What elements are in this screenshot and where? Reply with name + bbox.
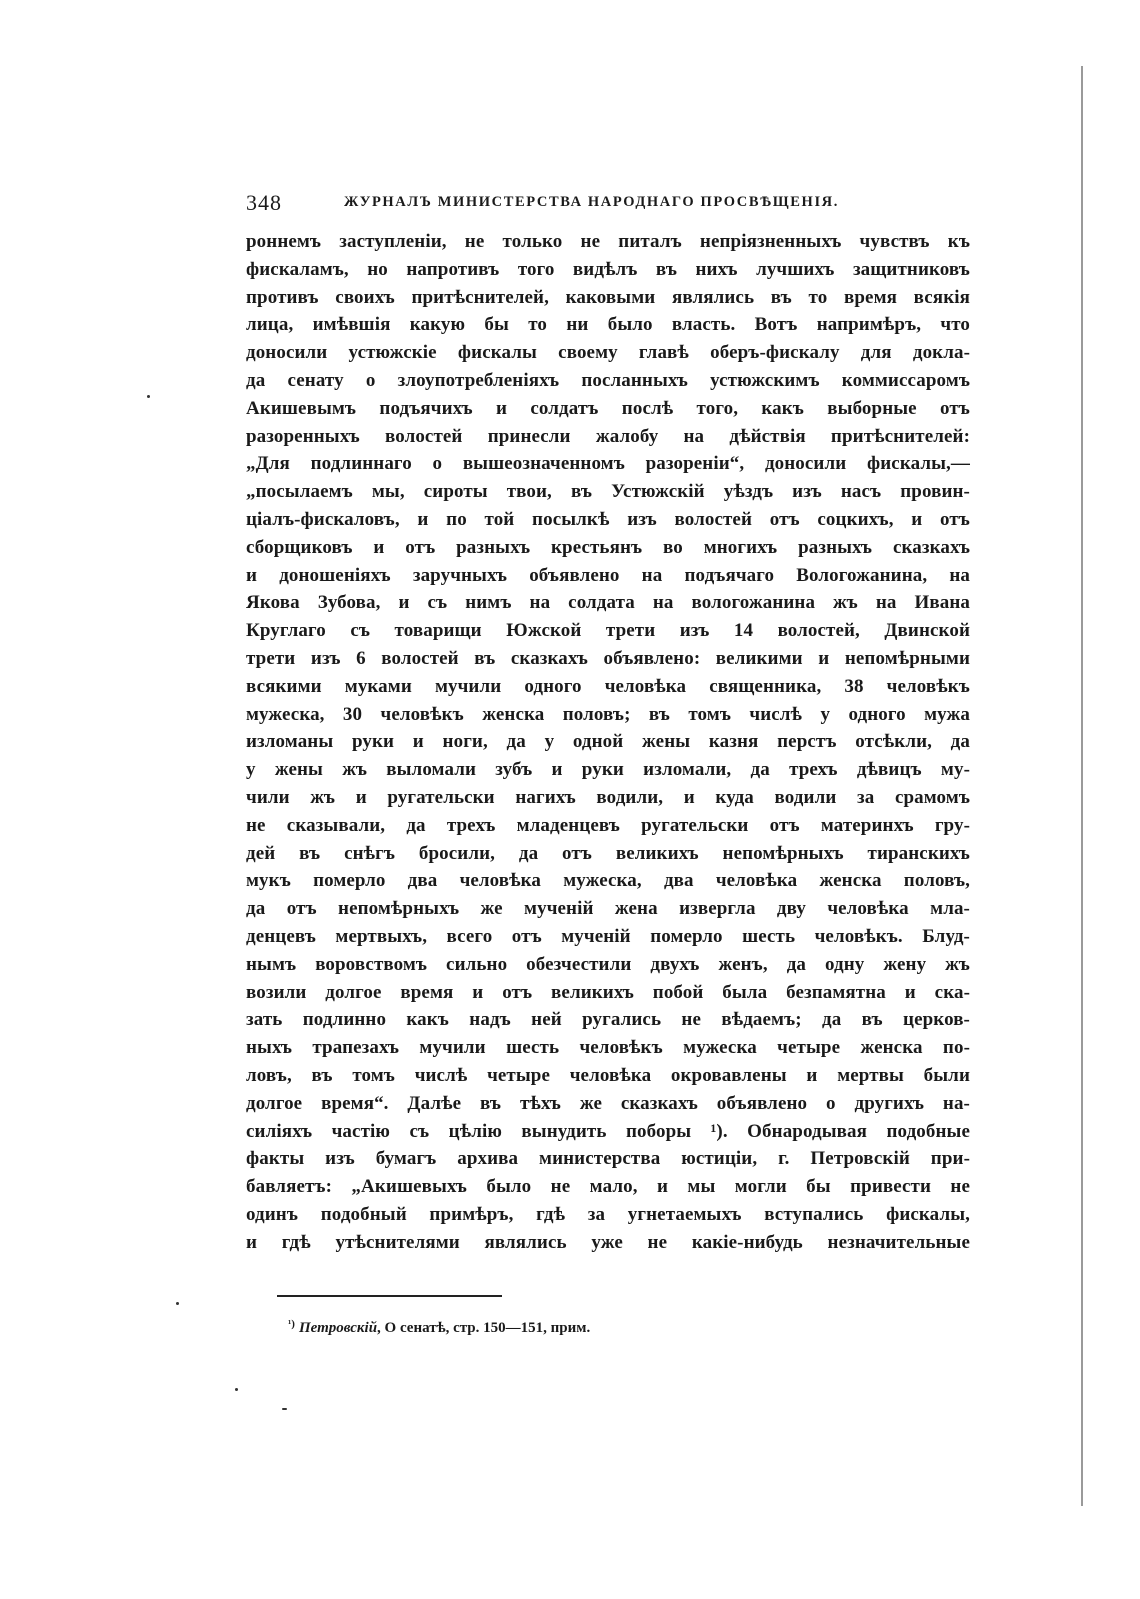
text-line: роннемъ заступленіи, не только не питалъ непріязненныхъ чувствъ къ — [246, 231, 970, 252]
text-line: и доношеніяхъ заручныхъ объявлено на подъячаго Вологожанина, на — [246, 564, 970, 586]
text-line: да отъ непомѣрныхъ же мученій жена извергла дву человѣка мла- — [246, 898, 970, 920]
scan-page-edge — [1081, 66, 1083, 1506]
text-line: факты изъ бумагъ архива министерства юстиціи, г. Петровскій при- — [246, 1148, 970, 1170]
scan-speck — [282, 1408, 287, 1410]
text-line: противъ своихъ притѣснителей, каковыми являлись въ то время всякія — [246, 286, 970, 308]
text-line: одинъ подобный примѣръ, гдѣ за угнетаемыхъ вступались фискалы, — [246, 1203, 970, 1225]
text-line: нымъ воровствомъ сильно обезчестили двухъ женъ, да одну жену жъ — [246, 953, 970, 975]
text-line: силіяхъ частію съ цѣлію вынудить поборы ¹). Обнародывая подобные — [246, 1120, 970, 1142]
scan-speck — [176, 1302, 179, 1305]
text-line: трети изъ 6 волостей въ сказкахъ объявлено: великими и непомѣрными — [246, 647, 970, 669]
text-line: „посылаемъ мы, сироты твои, въ Устюжскій уѣздъ изъ насъ провин- — [246, 481, 970, 503]
text-line: бавляетъ: „Акишевыхъ было не мало, и мы могли бы привести не — [246, 1176, 970, 1198]
body-text — [246, 228, 970, 1256]
text-line: и гдѣ утѣснителями являлись уже не какіе-нибудь незначительные — [246, 1231, 970, 1253]
text-line: всякими муками мучили одного человѣка священника, 38 человѣкъ — [246, 675, 970, 697]
scan-speck — [147, 395, 150, 398]
text-line: Якова Зубова, и съ нимъ на солдата на вологожанина жъ на Ивана — [246, 592, 970, 614]
text-line: денцевъ мертвыхъ, всего отъ мученій померло шесть человѣкъ. Блуд- — [246, 925, 970, 947]
text-line: чили жъ и ругательски нагихъ водили, и куда водили за срамомъ — [246, 786, 970, 808]
footnote-author: Петровскій — [298, 1320, 378, 1336]
footnote-divider — [277, 1295, 502, 1297]
text-line: фискаламъ, но напротивъ того видѣлъ въ нихъ лучшихъ защитниковъ — [246, 258, 970, 280]
text-line: не сказывали, да трехъ младенцевъ ругательски отъ материнхъ гру- — [246, 814, 970, 836]
text-line: ныхъ трапезахъ мучили шесть человѣкъ мужеска четыре женска по- — [246, 1037, 970, 1059]
text-line: да сенату о злоупотребленіяхъ посланныхъ устюжскимъ коммиссаромъ — [246, 369, 970, 391]
page-number: 348 — [246, 190, 282, 215]
text-line: долгое время“. Далѣе въ тѣхъ же сказкахъ объявлено о другихъ на- — [246, 1092, 970, 1114]
text-line: возили долгое время и отъ великихъ побой была безпамятна и ска- — [246, 981, 970, 1003]
text-line: изломаны руки и ноги, да у одной жены казня перстъ отсѣкли, да — [246, 731, 970, 753]
text-line: сборщиковъ и отъ разныхъ крестьянъ во многихъ разныхъ сказкахъ — [246, 536, 970, 558]
text-line: мужеска, 30 человѣкъ женска половъ; въ томъ числѣ у одного мужа — [246, 703, 970, 725]
text-line: мукъ померло два человѣка мужеска, два человѣка женска половъ, — [246, 870, 970, 892]
footnote — [288, 1318, 590, 1337]
text-line: у жены жъ выломали зубъ и руки изломали, да трехъ дѣвицъ му- — [246, 759, 970, 781]
text-line: лица, имѣвшія какую бы то ни было власть. Вотъ напримѣръ, что — [246, 314, 970, 336]
text-line: ловъ, въ томъ числѣ четыре человѣка окровавлены и мертвы были — [246, 1064, 970, 1086]
text-line: „Для подлиннаго о вышеозначенномъ разореніи“, доносили фискалы,— — [246, 453, 970, 475]
running-title: ЖУРНАЛЪ МИНИСТЕРСТВА НАРОДНАГО ПРОСВѢЩЕНІЯ. — [344, 194, 839, 210]
text-line: разоренныхъ волостей принесли жалобу на дѣйствія притѣснителей: — [246, 425, 970, 447]
scan-speck — [235, 1388, 238, 1391]
footnote-marker: ¹) — [288, 1318, 295, 1330]
page-header — [246, 190, 970, 218]
text-line: Акишевымъ подъячихъ и солдатъ послѣ того, какъ выборные отъ — [246, 397, 970, 419]
text-line: зать подлинно какъ надъ ней ругались не вѣдаемъ; да въ церков- — [246, 1009, 970, 1031]
text-line: ціалъ-фискаловъ, и по той посылкѣ изъ волостей отъ соцкихъ, и отъ — [246, 508, 970, 530]
text-line: дей въ снѣгъ бросили, да отъ великихъ непомѣрныхъ тиранскихъ — [246, 842, 970, 864]
footnote-text: , О сенатѣ, стр. 150—151, прим. — [377, 1320, 591, 1336]
text-line: Круглаго съ товарищи Южской трети изъ 14 волостей, Двинской — [246, 620, 970, 642]
text-line: доносили устюжскіе фискалы своему главѣ оберъ-фискалу для докла- — [246, 342, 970, 364]
